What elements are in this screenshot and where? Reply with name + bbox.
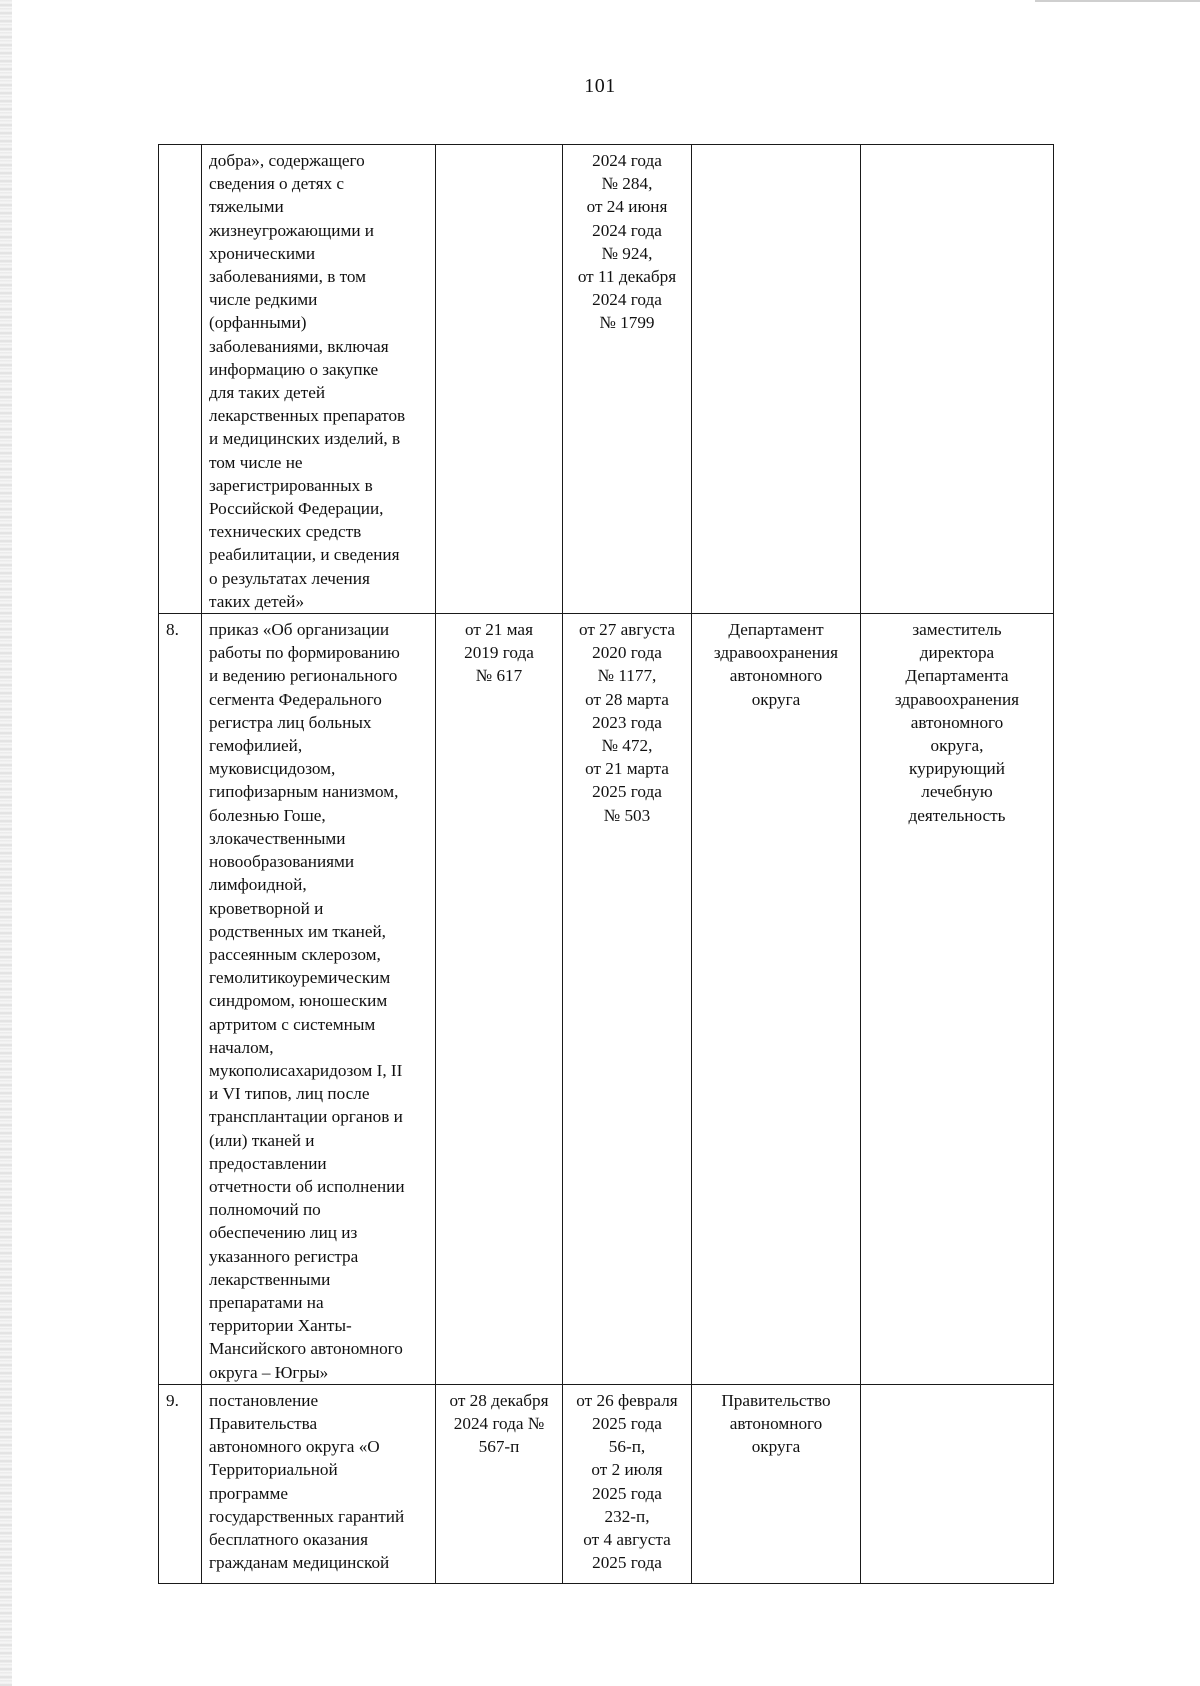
document-amendments: от 26 февраля 2025 года 56-п, от 2 июля 2025 года 232-п, от 4 августа 2025 года bbox=[563, 1384, 692, 1583]
responsible-organization: Департамент здравоохранения автономного округа bbox=[692, 614, 861, 1385]
document-date: от 28 декабря 2024 года № 567-п bbox=[436, 1384, 563, 1583]
document-name: постановление Правительства автономного округа «О Территориальной программе государственных гарантий бесплатного оказания гражданам медицинской bbox=[202, 1384, 436, 1583]
responsible-official bbox=[861, 1384, 1054, 1583]
document-amendments: 2024 года № 284, от 24 июня 2024 года № 924, от 11 декабря 2024 года № 1799 bbox=[563, 145, 692, 614]
document-name: приказ «Об организации работы по формированию и ведению регионального сегмента Федерального регистра лиц больных гемофилией, муковисцидозом, гипофизарным нанизмом, болезнью Гоше, злокачественными новообразованиями лимфоидной, кроветворной и родственных им тканей, рассеянным склерозом, гемолитикоуремическим синдромом, юношеским артритом с системным началом, мукополисахаридозом I, II и VI типов, лиц после трансплантации органов и (или) тканей и предоставлении отчетности об исполнении полномочий по обеспечению лиц из указанного регистра лекарственными препаратами на территории Ханты- Мансийского автономного округа – Югры» bbox=[202, 614, 436, 1385]
scan-edge bbox=[0, 0, 12, 1686]
document-date: от 21 мая 2019 года № 617 bbox=[436, 614, 563, 1385]
document-date bbox=[436, 145, 563, 614]
table-row bbox=[159, 614, 1054, 1385]
row-number bbox=[159, 145, 202, 614]
row-number: 8. bbox=[159, 614, 202, 1385]
scan-top-rule bbox=[1035, 0, 1200, 2]
row-number: 9. bbox=[159, 1384, 202, 1583]
responsible-organization bbox=[692, 145, 861, 614]
table-row bbox=[159, 145, 1054, 614]
responsible-organization: Правительство автономного округа bbox=[692, 1384, 861, 1583]
document-name: добра», содержащего сведения о детях с тяжелыми жизнеугрожающими и хроническими заболеваниями, в том числе редкими (орфанными) заболеваниями, включая информацию о закупке для таких детей лекарственных препаратов и медицинских изделий, в том числе не зарегистрированных в Российской Федерации, технических средств реабилитации, и сведения о результатах лечения таких детей» bbox=[202, 145, 436, 614]
document-amendments: от 27 августа 2020 года № 1177, от 28 марта 2023 года № 472, от 21 марта 2025 года № 503 bbox=[563, 614, 692, 1385]
responsible-official: заместитель директора Департамента здравоохранения автономного округа, курирующий лечебную деятельность bbox=[861, 614, 1054, 1385]
page-number: 101 bbox=[584, 75, 616, 97]
table-row bbox=[159, 1384, 1054, 1583]
documents-table bbox=[158, 144, 1054, 1584]
responsible-official bbox=[861, 145, 1054, 614]
